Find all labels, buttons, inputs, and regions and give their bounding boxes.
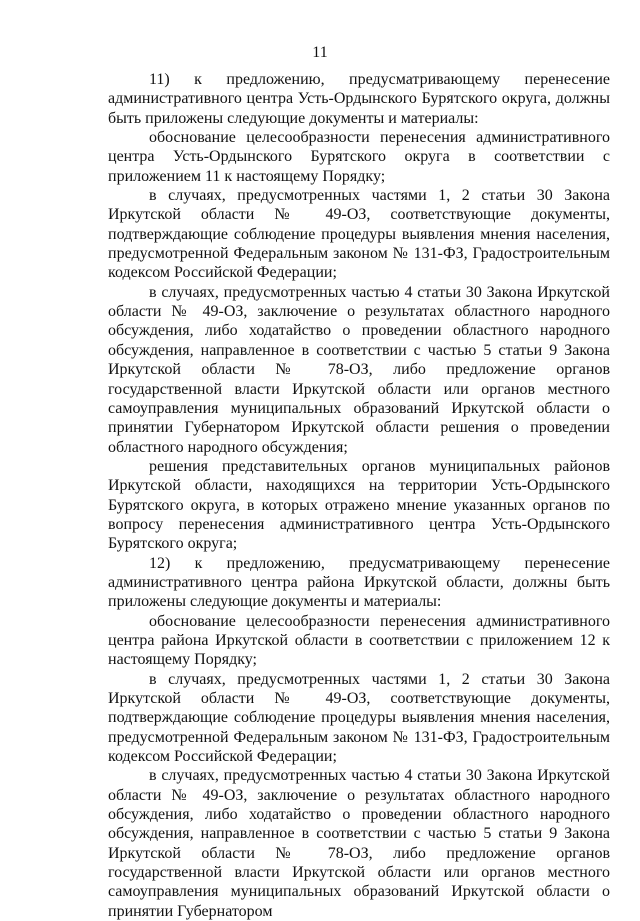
paragraph-justification-12: обоснование целесообразности перенесения административного центра района Иркутской области в соответствии с приложением 12 к настоящему Порядку;	[108, 612, 610, 669]
paragraph-regional-discussion-12: в случаях, предусмотренных частью 4 статьи 30 Закона Иркутской области № 49-ОЗ, заключение о результатах областного народного обсуждения, либо ходатайство о проведении областного народного обсуждения, направленное в соответствии с частью 5 статьи 9 Закона Иркутской области № 78-ОЗ, либо предложение органов государственной власти Иркутской области или органов местного самоуправления муниципальных образований Иркутской области о принятии Губернатором	[108, 767, 610, 920]
paragraph-justification-11: обоснование целесообразности перенесения административного центра Усть-Ордынского Бурятского округа в соответствии с приложением 11 к настоящему Порядку;	[108, 129, 610, 185]
paragraph-public-opinion-docs-12: в случаях, предусмотренных частями 1, 2 статьи 30 Закона Иркутской области № 49-ОЗ, соответствующие документы, подтверждающие соблюдение процедуры выявления мнения населения, предусмотренной Федеральным законом № 131-ФЗ, Градостроительным кодексом Российской Федерации;	[108, 670, 610, 766]
document-body	[108, 70, 610, 921]
paragraph-district-decisions-11: решения представительных органов муниципальных районов Иркутской области, находящихся на территории Усть-Ордынского Бурятского округа, в которых отражено мнение указанных органов по вопросу перенесения административного центра Усть-Ордынского Бурятского округа;	[108, 457, 610, 553]
paragraph-item-11-intro: 11) к предложению, предусматривающему перенесение административного центра Усть-Ордынского Бурятского округа, должны быть приложены следующие документы и материалы:	[108, 71, 610, 127]
paragraph-public-opinion-docs-11: в случаях, предусмотренных частями 1, 2 статьи 30 Закона Иркутской области № 49-ОЗ, соответствующие документы, подтверждающие соблюдение процедуры выявления мнения населения, предусмотренной Федеральным законом № 131-ФЗ, Градостроительным кодексом Российской Федерации;	[108, 187, 610, 282]
paragraph-item-12-intro: 12) к предложению, предусматривающему перенесение административного центра района Иркутской области, должны быть приложены следующие документы и материалы:	[108, 554, 610, 611]
paragraph-regional-discussion-11: в случаях, предусмотренных частью 4 статьи 30 Закона Иркутской области № 49-ОЗ, заключение о результатах областного народного обсуждения, либо ходатайство о проведении областного народного обсуждения, направленное в соответствии с частью 5 статьи 9 Закона Иркутской области № 78-ОЗ, либо предложение органов государственной власти Иркутской области или органов местного самоуправления муниципальных образований Иркутской области о принятии Губернатором Иркутской области решения о проведении областного народного обсуждения;	[108, 283, 610, 456]
page-number: 11	[312, 44, 328, 61]
